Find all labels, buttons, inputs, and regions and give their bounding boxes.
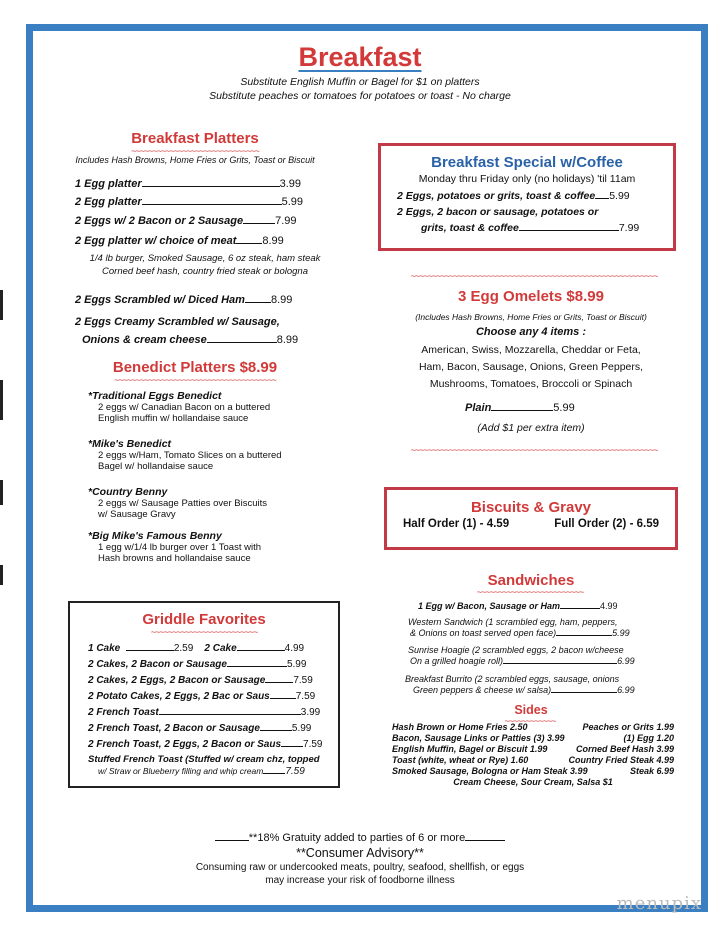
sides-last: Cream Cheese, Sour Cream, Salsa $1 (453, 777, 613, 787)
griddle-item: 2 Cakes, 2 Eggs, 2 Bacon or Sausage 7.59 (88, 675, 313, 686)
griddle-item: 2 French Toast 3.99 (88, 707, 321, 718)
watermark: menupix (616, 893, 702, 914)
platter-item: 2 Egg platter 5.99 (75, 196, 304, 208)
platter-price: 8.99 (262, 235, 284, 247)
special-line-2a: 2 Eggs, 2 bacon or sausage, potatoes or (397, 206, 599, 218)
omelet-plain: Plain 5.99 (465, 402, 575, 414)
special-line-2b: grits, toast & coffee 7.99 (421, 222, 640, 234)
sides-row: Smoked Sausage, Bologna or Ham Steak 3.99 Steak 6.99 (392, 766, 674, 776)
griddle-item: 2 Cakes, 2 Bacon or Sausage 5.99 (88, 659, 307, 670)
sandwich-item: Sunrise Hoagie (2 scrambled eggs, 2 bacon w/cheese On a grilled hoagie roll) 6.99 (408, 645, 635, 666)
special-line-1: 2 Eggs, potatoes or grits, toast & coffee 5.99 (397, 190, 630, 202)
benedict-heading: Benedict Platters $8.99 (112, 359, 278, 376)
biscuits-full: Full Order (2) - 6.59 (554, 518, 659, 530)
platter-price: 3.99 (279, 178, 302, 190)
meat-choices-1: 1/4 lb burger, Smoked Sausage, 6 oz steak, ham steak (89, 253, 321, 264)
advisory-line-2: may increase your risk of foodborne illness (265, 875, 455, 886)
stuffed-french-toast: Stuffed French Toast (Stuffed w/ cream chz, topped (88, 754, 320, 765)
page-title: Breakfast (298, 42, 422, 72)
sandwich-item: Western Sandwich (1 scrambled egg, ham, peppers, & Onions on toast served open face) 5.99 (408, 617, 630, 638)
sandwich-item: Breakfast Burrito (2 scrambled eggs, sausage, onions Green peppers & cheese w/ salsa) 6.99 (405, 674, 635, 695)
omelet-extra: (Add $1 per extra item) (477, 422, 585, 434)
platter-item: Onions & cream cheese 8.99 (82, 334, 299, 346)
special-heading: Breakfast Special w/Coffee (431, 154, 623, 171)
consumer-advisory: **Consumer Advisory** (296, 846, 424, 860)
benedict-item: *Big Mike's Famous Benny 1 egg w/1/4 lb burger over 1 Toast with Hash browns and hollandaise sauce (88, 530, 262, 564)
benedict-wavy-rule: ~~~~~~~~~~~~~~~~~~~~~~~~~~~~~~~~~~~~~~ (114, 376, 276, 384)
special-box (378, 143, 676, 251)
omelet-note: (Includes Hash Browns, Home Fries or Grits, Toast or Biscuit) (415, 312, 647, 322)
omelet-options-3: Mushrooms, Tomatoes, Broccoli or Spinach (429, 378, 633, 390)
sides-row: Bacon, Sausage Links or Patties (3) 3.99 (1) Egg 1.20 (392, 733, 674, 743)
special-when: Monday thru Friday only (no holidays) 'til 11am (418, 173, 636, 185)
benedict-item: *Traditional Eggs Benedict 2 eggs w/ Canadian Bacon on a buttered English muffin w/ hollandaise sauce (88, 390, 271, 424)
stuffed-french-toast-desc: w/ Straw or Blueberry filling and whip cream 7.59 (98, 766, 305, 777)
sides-row: Toast (white, wheat or Rye) 1.60 Country Fried Steak 4.99 (392, 755, 674, 765)
gratuity-note: **18% Gratuity added to parties of 6 or more (0, 832, 720, 844)
meat-choices-2: Corned beef hash, country fried steak or bologna (102, 266, 308, 277)
platter-price: 7.99 (275, 215, 297, 227)
platters-wavy-rule: ~~~~~~~~~~~~~~~~~~~~~~~~~~~~~~ (131, 147, 259, 155)
platter-price: 8.99 (270, 294, 293, 306)
left-edge-marks (0, 290, 6, 645)
griddle-item: 2 Potato Cakes, 2 Eggs, 2 Bac or Saus 7.59 (88, 691, 316, 702)
griddle-item: 2 French Toast, 2 Bacon or Sausage 5.99 (88, 723, 312, 734)
griddle-box (68, 601, 340, 788)
benedict-item: *Country Benny 2 eggs w/ Sausage Patties over Biscuits w/ Sausage Gravy (88, 486, 267, 520)
omelet-bottom-rule: ~~~~~~~~~~~~~~~~~~~~~~~~~~~~~~~~~~~~~~~~~~~~~~~~~~~~~~~~~~ (410, 446, 658, 454)
griddle-heading: Griddle Favorites (142, 611, 266, 628)
omelet-choose: Choose any 4 items : (475, 326, 587, 338)
griddle-wavy-rule: ~~~~~~~~~~~~~~~~~~~~~~~~~ (150, 628, 258, 636)
griddle-item: 1 Cake 2.59 2 Cake 4.99 (88, 643, 305, 654)
biscuits-box (384, 487, 678, 550)
sandwiches-wavy-rule: ~~~~~~~~~~~~~~~~~~~~~~~~~ (476, 588, 584, 596)
benedict-item: *Mike's Benedict 2 eggs w/Ham, Tomato Slices on a buttered Bagel w/ hollandaise sauce (88, 438, 282, 472)
sides-heading: Sides (514, 703, 548, 717)
creamy-line-1: 2 Eggs Creamy Scrambled w/ Sausage, (75, 316, 280, 328)
biscuits-heading: Biscuits & Gravy (470, 499, 592, 516)
sides-row: Hash Brown or Home Fries 2.50 Peaches or Grits 1.99 (392, 722, 674, 732)
header-subtitle-1: Substitute English Muffin or Bagel for $1 on platters (240, 76, 480, 88)
omelet-options-2: Ham, Bacon, Sausage, Onions, Green Peppers, (418, 361, 644, 373)
omelet-top-rule: ~~~~~~~~~~~~~~~~~~~~~~~~~~~~~~~~~~~~~~~~~~~~~~~~~~~~~~~~~~ (410, 272, 658, 280)
platter-item: 2 Egg platter w/ choice of meat 8.99 (75, 235, 284, 247)
platter-item: 2 Eggs Scrambled w/ Diced Ham 8.99 (75, 294, 293, 306)
advisory-line-1: Consuming raw or undercooked meats, poultry, seafood, shellfish, or eggs (195, 862, 525, 873)
platter-price: 5.99 (281, 196, 304, 208)
omelet-heading: 3 Egg Omelets $8.99 (458, 288, 604, 305)
header-subtitle-2: Substitute peaches or tomatoes for potatoes or toast - No charge (209, 90, 511, 102)
sides-wavy-rule: ~~~~~~~~~~~~ (504, 717, 556, 725)
platter-price: 8.99 (276, 334, 299, 346)
sides-list (392, 722, 674, 788)
griddle-item: 2 French Toast, 2 Eggs, 2 Bacon or Saus 7.59 (88, 739, 323, 750)
sides-row: English Muffin, Bagel or Biscuit 1.99 Corned Beef Hash 3.99 (392, 744, 674, 754)
omelet-options-1: American, Swiss, Mozzarella, Cheddar or Feta, (421, 344, 641, 356)
platters-note: Includes Hash Browns, Home Fries or Grits, Toast or Biscuit (75, 155, 315, 165)
biscuits-half: Half Order (1) - 4.59 (403, 518, 510, 530)
sandwiches-heading: Sandwiches (487, 572, 575, 589)
sandwich-item: 1 Egg w/ Bacon, Sausage or Ham 4.99 (418, 601, 618, 611)
platter-item: 1 Egg platter 3.99 (75, 178, 302, 190)
platter-item: 2 Eggs w/ 2 Bacon or 2 Sausage 7.99 (75, 215, 297, 227)
platters-heading: Breakfast Platters (131, 130, 259, 147)
